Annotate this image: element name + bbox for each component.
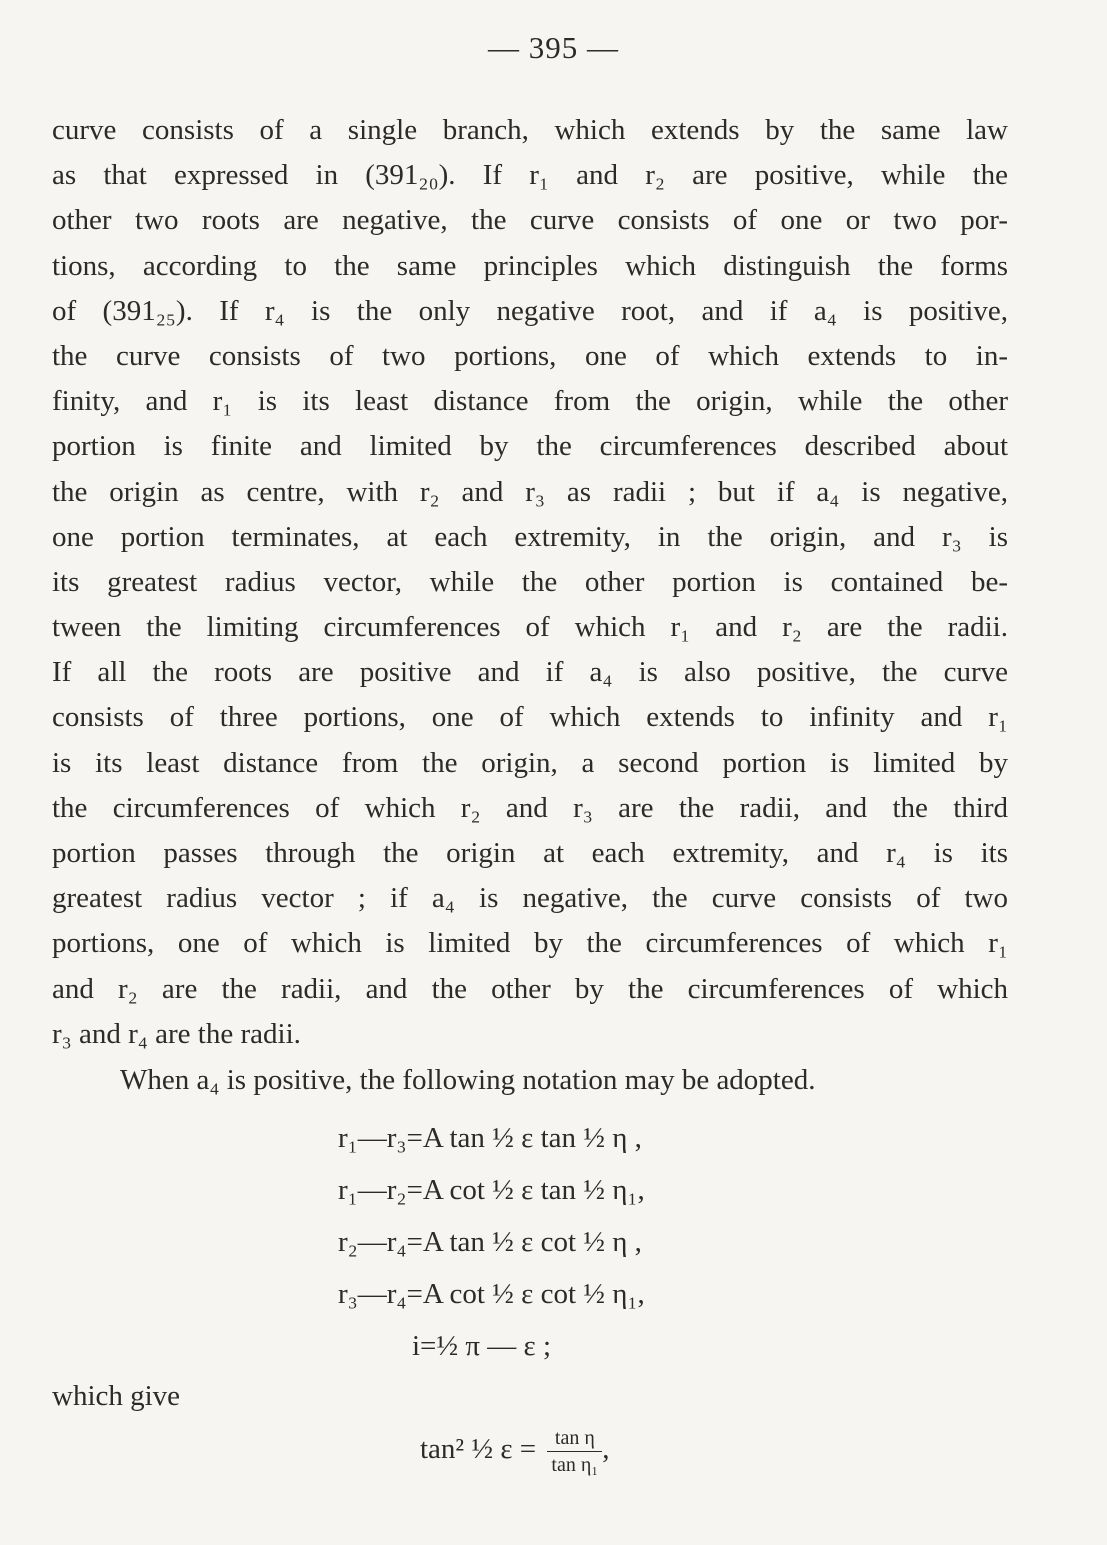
paragraph-1-line: other two roots are negative, the curve consists of one or two por- [52, 204, 1008, 237]
paragraph-1-line: as that expressed in (391₂₀). If r₁ and r₂ are positive, while the [52, 159, 1008, 192]
equation-1: r₁—r₃=A tan ½ ε tan ½ η , [338, 1122, 642, 1154]
fraction-numerator: tan η [547, 1425, 602, 1452]
paragraph-1-line: is its least distance from the origin, a second portion is limited by [52, 746, 1008, 779]
paragraph-1-line: portion passes through the origin at each extremity, and r₄ is its [52, 837, 1008, 869]
connector-text: which give [52, 1380, 181, 1412]
paragraph-1-line: finity, and r₁ is its least distance from the origin, while the other [52, 385, 1008, 418]
equation-2: r₁—r₂=A cot ½ ε tan ½ η₁, [338, 1174, 645, 1206]
final-equation-trail: , [602, 1433, 610, 1466]
paragraph-1-line: one portion terminates, at each extremity, in the origin, and r₃ is [52, 520, 1008, 553]
paragraph-1-line: the circumferences of which r₂ and r₃ are the radii, and the third [52, 791, 1008, 824]
paragraph-1-line: portion is finite and limited by the circumferences described about [52, 430, 1008, 463]
paragraph-2 [52, 1058, 1008, 1103]
paragraph-1-line: curve consists of a single branch, which extends by the same law [52, 114, 1008, 146]
equation-3: r₂—r₄=A tan ½ ε cot ½ η , [338, 1226, 642, 1258]
fraction-denominator: tan η₁ [551, 1454, 599, 1476]
paragraph-1-line: and r₂ are the radii, and the other by the circumferences of which [52, 972, 1008, 1005]
paragraph-1-line: tions, according to the same principles which distinguish the forms [52, 249, 1008, 282]
page-number: — 395 — [488, 30, 619, 65]
final-equation-lhs: tan² ½ ε = [420, 1433, 537, 1466]
equation-5: i=½ π — ε ; [412, 1330, 552, 1362]
paragraph-1-line: its greatest radius vector, while the other portion is contained be- [52, 565, 1008, 598]
paragraph-2-line: When a₄ is positive, the following notation may be adopted. [120, 1064, 816, 1096]
paragraph-1-line: portions, one of which is limited by the circumferences of which r₁ [52, 927, 1008, 960]
final-equation [420, 1425, 610, 1478]
equation-4: r₃—r₄=A cot ½ ε cot ½ η₁, [338, 1278, 645, 1310]
paragraph-1 [52, 108, 1008, 1057]
paragraph-1-line: the origin as centre, with r₂ and r₃ as radii ; but if a₄ is negative, [52, 475, 1008, 508]
paragraph-1-line: r₃ and r₄ are the radii. [52, 1017, 301, 1050]
paragraph-1-line: tween the limiting circumferences of which r₁ and r₂ are the radii. [52, 611, 1008, 644]
paragraph-1-line: of (391₂₅). If r₄ is the only negative root, and if a₄ is positive, [52, 294, 1008, 327]
paragraph-1-line: the curve consists of two portions, one of which extends to in- [52, 339, 1008, 372]
paragraph-1-line: consists of three portions, one of which extends to infinity and r₁ [52, 701, 1008, 734]
paragraph-1-line: If all the roots are positive and if a₄ is also positive, the curve [52, 656, 1008, 689]
paragraph-1-line: greatest radius vector ; if a₄ is negative, the curve consists of two [52, 882, 1008, 915]
final-equation-fraction [547, 1425, 602, 1478]
